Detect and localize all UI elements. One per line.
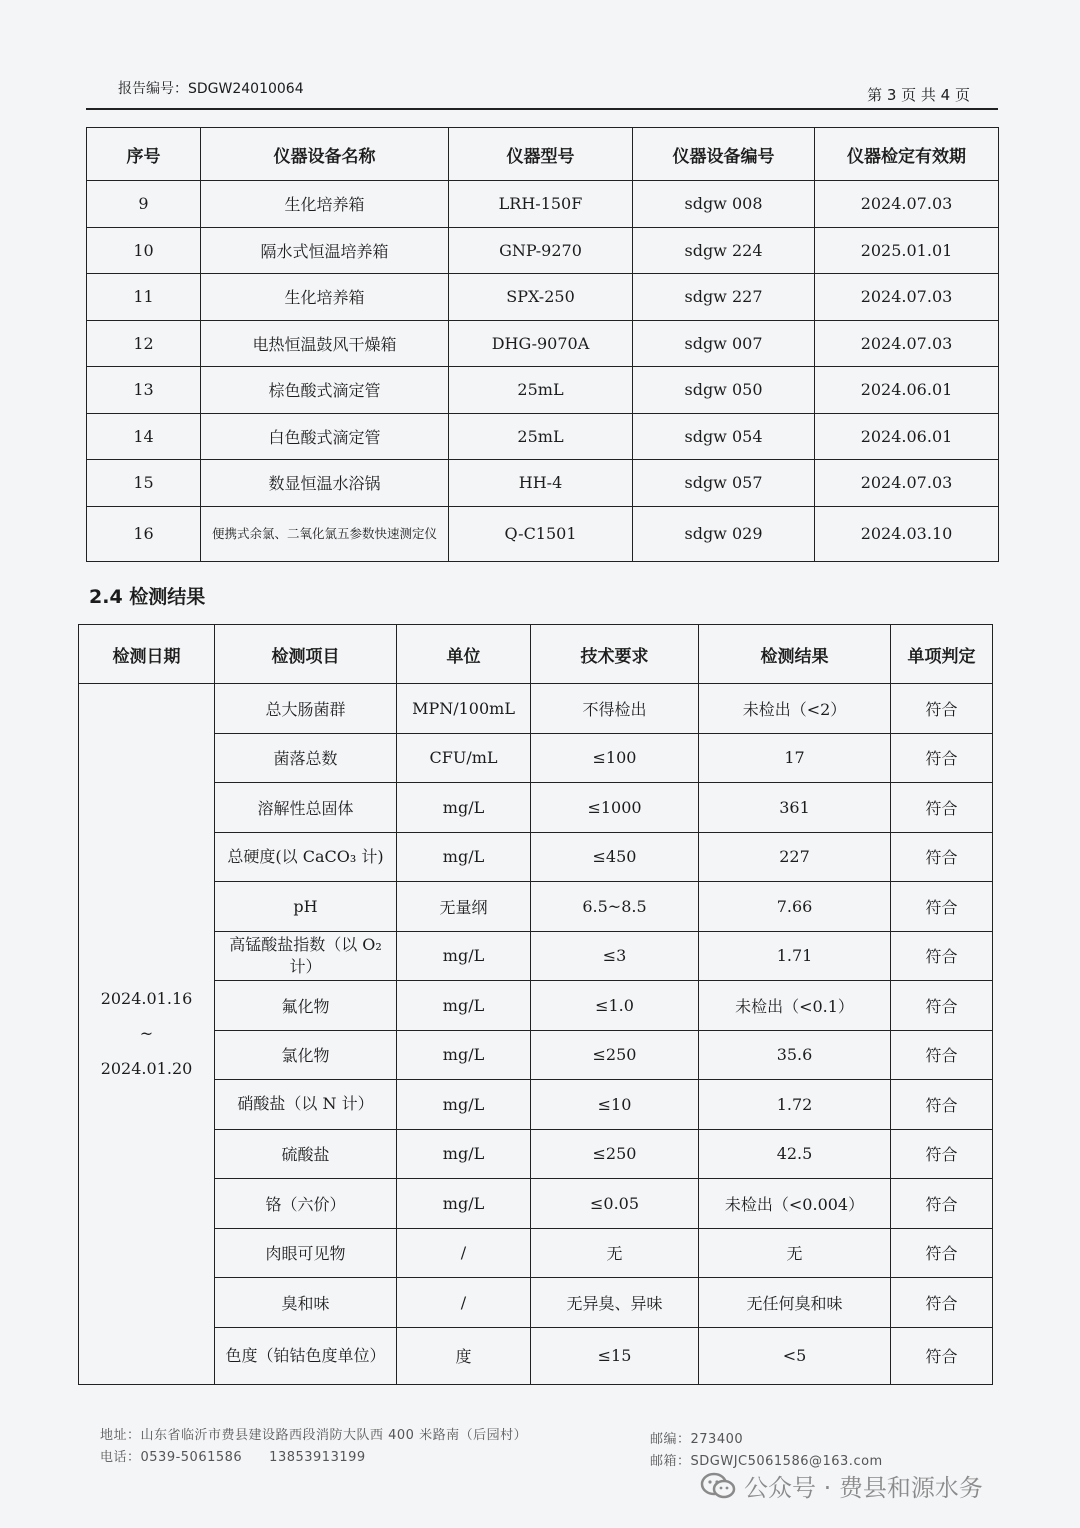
table-cell: 35.6 [699,1030,891,1080]
wechat-icon [700,1472,736,1500]
table-cell: 13 [87,367,201,414]
table-cell: 硫酸盐 [215,1129,397,1179]
table-cell: mg/L [397,783,531,833]
watermark-text: 公众号 · 费县和源水务 [744,1474,983,1502]
footer-postcode: 邮编：273400 [650,1432,744,1447]
test-date-cell [79,684,215,1385]
table-cell: 无 [699,1228,891,1278]
table-cell: 度 [397,1327,531,1384]
table-row [79,733,993,783]
table-cell: HH-4 [449,460,633,507]
table-row [79,1179,993,1229]
report-number: 报告编号：SDGW24010064 [118,81,304,97]
table-cell: 2024.03.10 [815,506,999,561]
table-row [79,1030,993,1080]
table-cell: LRH-150F [449,181,633,228]
table-cell: 符合 [891,981,993,1031]
table-cell: 9 [87,181,201,228]
table-cell: 溶解性总固体 [215,783,397,833]
table-cell: 生化培养箱 [201,181,449,228]
table-cell: DHG-9070A [449,320,633,367]
table-cell: 隔水式恒温培养箱 [201,227,449,274]
table-cell: 2025.01.01 [815,227,999,274]
table-cell: / [397,1228,531,1278]
table-cell: 2024.06.01 [815,367,999,414]
table-cell: 符合 [891,1327,993,1384]
table-cell: 总硬度(以 CaCO₃ 计) [215,832,397,882]
table-cell: mg/L [397,1080,531,1130]
table-cell: 数显恒温水浴锅 [201,460,449,507]
results-header-cell: 单位 [397,625,531,684]
table-cell: GNP-9270 [449,227,633,274]
equipment-header-cell: 序号 [87,128,201,181]
table-cell: 未检出（<2） [699,684,891,734]
table-cell: ≤1.0 [531,981,699,1031]
table-cell: ≤10 [531,1080,699,1130]
table-cell: 电热恒温鼓风干燥箱 [201,320,449,367]
table-row [79,1080,993,1130]
table-cell: 无量纲 [397,882,531,932]
table-cell: sdgw 224 [633,227,815,274]
test-date-start: 2024.01.16 [100,988,193,1008]
table-cell: 6.5~8.5 [531,882,699,932]
table-cell: 11 [87,274,201,321]
table-cell: 无异臭、异味 [531,1278,699,1328]
wechat-watermark [700,1468,983,1503]
table-cell: 42.5 [699,1129,891,1179]
table-cell: ≤15 [531,1327,699,1384]
table-cell: 氯化物 [215,1030,397,1080]
table-row [87,181,999,228]
table-cell: 符合 [891,832,993,882]
table-cell: 1.71 [699,931,891,981]
table-cell: 10 [87,227,201,274]
table-cell: mg/L [397,981,531,1031]
table-cell: 7.66 [699,882,891,932]
table-row [87,367,999,414]
table-cell: mg/L [397,1179,531,1229]
table-cell: 白色酸式滴定管 [201,413,449,460]
table-cell: sdgw 050 [633,367,815,414]
table-cell: / [397,1278,531,1328]
table-cell: 符合 [891,1278,993,1328]
table-cell: SPX-250 [449,274,633,321]
table-cell: 2024.07.03 [815,460,999,507]
table-cell: 符合 [891,1080,993,1130]
table-row [79,981,993,1031]
table-cell: 15 [87,460,201,507]
table-row [87,227,999,274]
table-cell: sdgw 227 [633,274,815,321]
table-cell: 氟化物 [215,981,397,1031]
section-title: 2.4 检测结果 [89,586,206,608]
equipment-table [86,127,999,562]
table-cell: pH [215,882,397,932]
table-cell: 25mL [449,367,633,414]
table-cell: 菌落总数 [215,733,397,783]
table-row [87,413,999,460]
equipment-header-row [87,128,999,181]
table-cell: 符合 [891,1129,993,1179]
table-cell: 符合 [891,733,993,783]
table-cell: 臭和味 [215,1278,397,1328]
table-cell: sdgw 057 [633,460,815,507]
table-cell: 12 [87,320,201,367]
table-row [79,1327,993,1384]
table-cell: 符合 [891,1228,993,1278]
table-cell: mg/L [397,1030,531,1080]
table-row [79,1228,993,1278]
table-cell: 14 [87,413,201,460]
table-row [87,460,999,507]
table-cell: MPN/100mL [397,684,531,734]
table-cell: 符合 [891,882,993,932]
table-cell: Q-C1501 [449,506,633,561]
table-cell: ≤3 [531,931,699,981]
table-row [87,506,999,561]
table-cell: 便携式余氯、二氧化氯五参数快速测定仪 [201,506,449,561]
table-cell: 符合 [891,931,993,981]
table-cell: sdgw 054 [633,413,815,460]
equipment-header-cell: 仪器型号 [449,128,633,181]
table-cell: ≤0.05 [531,1179,699,1229]
table-cell: 无 [531,1228,699,1278]
results-header-cell: 检测结果 [699,625,891,684]
table-cell: 2024.07.03 [815,320,999,367]
table-cell: 无任何臭和味 [699,1278,891,1328]
table-row [79,1278,993,1328]
page-info: 第 3 页 共 4 页 [867,86,970,104]
table-row [79,832,993,882]
test-date-sep: ~ [139,1023,154,1043]
table-cell: 2024.06.01 [815,413,999,460]
table-cell: ≤100 [531,733,699,783]
table-cell: 棕色酸式滴定管 [201,367,449,414]
table-cell: ≤250 [531,1129,699,1179]
results-table [78,624,993,1385]
header-divider [86,108,998,110]
equipment-header-cell: 仪器设备名称 [201,128,449,181]
table-cell: 17 [699,733,891,783]
results-header-cell: 检测项目 [215,625,397,684]
table-cell: 227 [699,832,891,882]
test-date-end: 2024.01.20 [100,1058,193,1078]
table-cell: 肉眼可见物 [215,1228,397,1278]
table-cell: <5 [699,1327,891,1384]
table-cell: 总大肠菌群 [215,684,397,734]
table-cell: 25mL [449,413,633,460]
table-cell: sdgw 008 [633,181,815,228]
table-cell: sdgw 007 [633,320,815,367]
table-cell: ≤1000 [531,783,699,833]
table-cell: 未检出（<0.1） [699,981,891,1031]
table-cell: mg/L [397,931,531,981]
table-cell: ≤450 [531,832,699,882]
table-row [79,882,993,932]
equipment-header-cell: 仪器设备编号 [633,128,815,181]
table-cell: 符合 [891,783,993,833]
table-cell: 未检出（<0.004） [699,1179,891,1229]
table-row [79,783,993,833]
table-cell: 不得检出 [531,684,699,734]
table-cell: mg/L [397,1129,531,1179]
table-cell: sdgw 029 [633,506,815,561]
footer-email: 邮箱：SDGWJC5061586@163.com [650,1454,883,1469]
table-cell: 2024.07.03 [815,274,999,321]
table-row [87,320,999,367]
table-row [79,1129,993,1179]
table-cell: 高锰酸盐指数（以 O₂ 计） [215,931,397,981]
equipment-header-cell: 仪器检定有效期 [815,128,999,181]
results-header-cell: 单项判定 [891,625,993,684]
table-cell: 硝酸盐（以 N 计） [215,1080,397,1130]
table-cell: 2024.07.03 [815,181,999,228]
table-row [87,274,999,321]
footer-address: 地址：山东省临沂市费县建设路西段消防大队西 400 米路南（后园村） [100,1428,528,1443]
table-row [79,684,993,734]
table-row [79,931,993,981]
table-cell: 色度（铂钴色度单位） [215,1327,397,1384]
table-cell: 生化培养箱 [201,274,449,321]
table-cell: 符合 [891,684,993,734]
table-cell: 16 [87,506,201,561]
table-cell: 铬（六价） [215,1179,397,1229]
table-cell: ≤250 [531,1030,699,1080]
table-cell: 符合 [891,1030,993,1080]
table-cell: 1.72 [699,1080,891,1130]
results-header-cell: 检测日期 [79,625,215,684]
footer-phone: 电话：0539-5061586 13853913199 [100,1450,366,1465]
results-header-cell: 技术要求 [531,625,699,684]
table-cell: mg/L [397,832,531,882]
results-header-row [79,625,993,684]
table-cell: 361 [699,783,891,833]
table-cell: CFU/mL [397,733,531,783]
table-cell: 符合 [891,1179,993,1229]
